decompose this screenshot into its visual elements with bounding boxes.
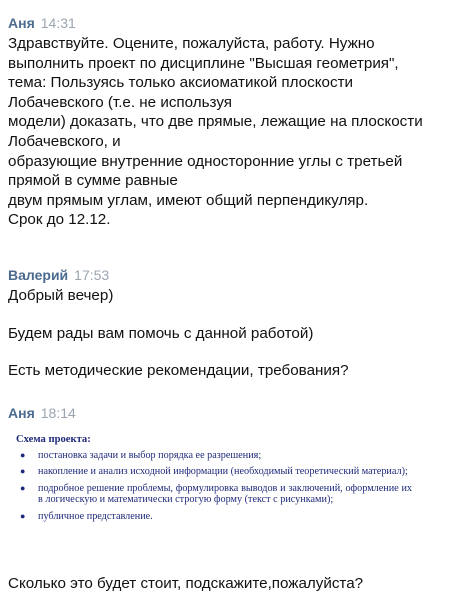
- attachment-title: Схема проекта:: [16, 434, 91, 445]
- message-header: [8, 14, 423, 32]
- attachment-list: [16, 450, 412, 523]
- message-line: тема: Пользуясь только аксиоматикой плоскости: [8, 74, 354, 92]
- message-text: [8, 34, 423, 230]
- attachment-item: ● подробное решение проблемы, формулировка выводов и заключений, оформление их в логическую и математически строгую форму (текст с рисунками);: [20, 482, 412, 505]
- message-line: прямой в сумме равные: [8, 172, 178, 190]
- bullet-icon: ●: [20, 482, 26, 493]
- bullet-icon: ●: [20, 449, 26, 460]
- message-3-text: Сколько это будет стоит, подскажите,пожалуйста?: [8, 575, 364, 592]
- message-header: [8, 266, 349, 284]
- message-paragraph: Добрый вечер): [8, 287, 114, 304]
- message-1: [8, 14, 423, 230]
- message-2: [8, 266, 349, 381]
- message-line: выполнить проект по дисциплине "Высшая геометрия",: [8, 54, 399, 72]
- message-header: [8, 404, 412, 422]
- author-name[interactable]: Аня: [8, 405, 35, 421]
- message-line: Лобачевского (т.е. не используя: [8, 93, 232, 111]
- message-text: [8, 286, 349, 381]
- message-paragraph: Есть методические рекомендации, требования?: [8, 362, 349, 380]
- message-line: модели) доказать, что две прямые, лежащие на плоскости: [8, 113, 423, 131]
- message-time: 18:14: [40, 405, 76, 421]
- message-line: образующие внутренние односторонние углы с третьей: [8, 152, 403, 170]
- author-name[interactable]: Валерий: [8, 267, 69, 283]
- attachment-item: ● постановка задачи и выбор порядка ее разрешения;: [20, 449, 262, 461]
- bullet-icon: ●: [20, 466, 26, 476]
- message-time: 14:31: [40, 15, 76, 31]
- message-paragraph: Будем рады вам помочь с данной работой): [8, 324, 314, 342]
- message-line: Срок до 12.12.: [8, 211, 111, 229]
- bullet-icon: ●: [20, 510, 26, 521]
- message-time: 17:53: [74, 267, 110, 283]
- attachment-item: ● публичное представление.: [20, 510, 153, 522]
- message-line: Здравствуйте. Оцените, пожалуйста, работу. Нужно: [8, 35, 375, 52]
- attachment-item: ● накопление и анализ исходной информации (необходимый теоретический материал);: [20, 466, 408, 477]
- message-3: [8, 404, 412, 527]
- author-name[interactable]: Аня: [8, 15, 35, 31]
- attachment-image[interactable]: [16, 434, 412, 522]
- message-line: двум прямым углам, имеют общий перпендикуляр.: [8, 191, 369, 209]
- message-line: Лобачевского, и: [8, 132, 121, 150]
